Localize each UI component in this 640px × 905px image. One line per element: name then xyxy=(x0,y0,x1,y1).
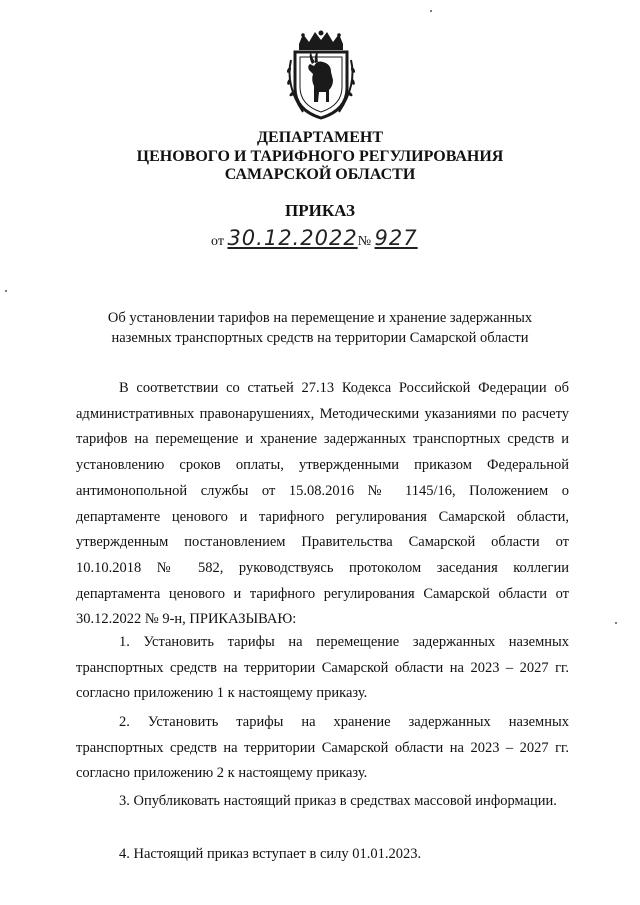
order-number-handwritten: 927 xyxy=(374,226,418,250)
order-date-number-line xyxy=(211,226,418,250)
order-item-4: 4. Настоящий приказ вступает в силу 01.01.2023. xyxy=(119,846,422,862)
order-subject xyxy=(0,308,640,348)
order-subject-line1: Об установлении тарифов на перемещение и хранение задержанных xyxy=(107,310,533,326)
scan-speck xyxy=(430,10,432,12)
department-title-line3: САМАРСКОЙ ОБЛАСТИ xyxy=(224,166,416,183)
coat-of-arms-emblem xyxy=(281,30,361,120)
order-item-3: 3. Опубликовать настоящий приказ в средствах массовой информации. xyxy=(119,793,557,809)
order-date-prefix: от xyxy=(211,234,224,249)
preamble-paragraph: В соответствии со статьей 27.13 Кодекса Российской Федерации об административных правонарушениях, Методическими указаниями по расчету тарифов на перемещение и хранение задержанных транспортных средств и установлению сроков оплаты, утвержденными приказом Федеральной антимонопольной службы от 15.08.2016 № 1145/16, Положением о департаменте ценового и тарифного регулирования Самарской области, утвержденным постановлением Правительства Самарской области от 10.10.2018 № 582, руководствуясь протоколом заседания коллегии департамента ценового и тарифного регулирования Самарской области от 30.12.2022 № 9-н, ПРИКАЗЫВАЮ: xyxy=(76,380,569,628)
order-date-handwritten: 30.12.2022 xyxy=(227,226,358,250)
scan-speck xyxy=(5,290,7,292)
order-subject-line2: наземных транспортных средств на территории Самарской области xyxy=(111,330,529,346)
scan-speck xyxy=(615,622,617,624)
department-title-line1: ДЕПАРТАМЕНТ xyxy=(257,129,383,146)
department-title-line2: ЦЕНОВОГО И ТАРИФНОГО РЕГУЛИРОВАНИЯ xyxy=(136,148,504,165)
order-item-2: 2. Установить тарифы на хранение задержанных наземных транспортных средств на территории Самарской области на 2023 – 2027 гг. согласно приложению 2 к настоящему приказу. xyxy=(76,714,569,782)
order-title: ПРИКАЗ xyxy=(285,201,355,220)
order-number-prefix: № xyxy=(357,234,372,249)
order-item-1: 1. Установить тарифы на перемещение задержанных наземных транспортных средств на территории Самарской области на 2023 – 2027 гг. согласно приложению 1 к настоящему приказу. xyxy=(76,634,569,702)
